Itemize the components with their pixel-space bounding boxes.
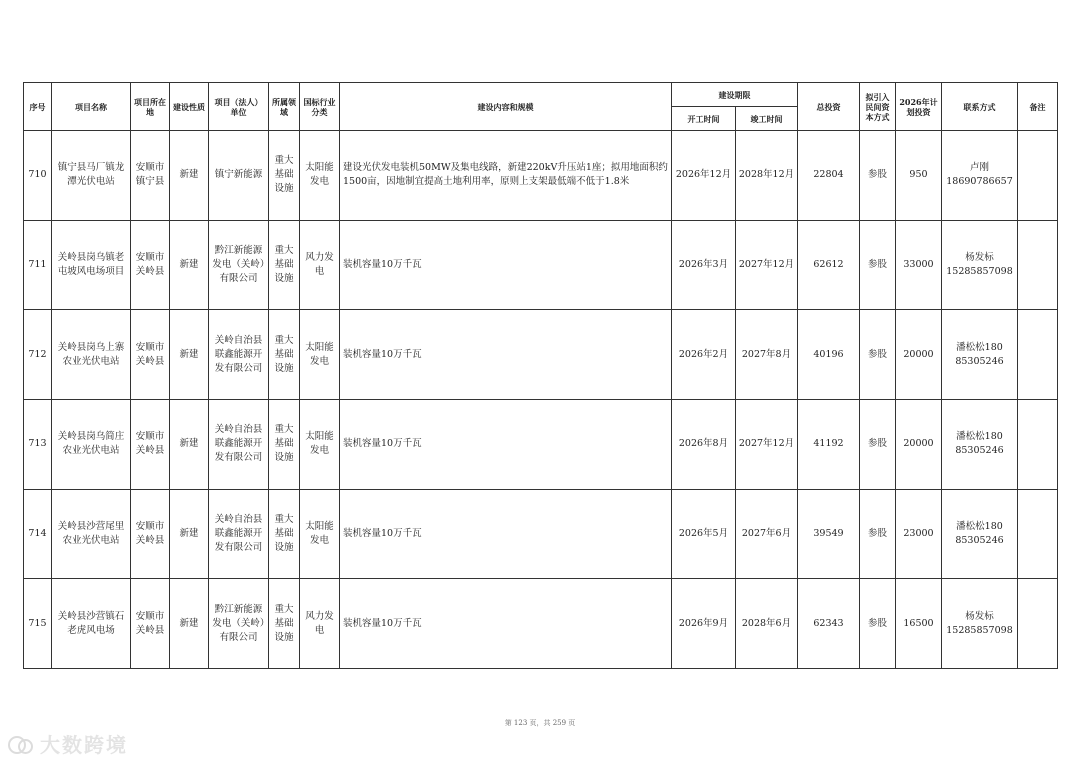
- cell-contact: 潘松松180 85305246: [942, 310, 1018, 400]
- cell-investment: 41192: [798, 399, 860, 489]
- cell-private-mode: 参股: [860, 220, 896, 310]
- cell-plan-2026: 950: [896, 131, 942, 221]
- header-investment: 总投资: [798, 83, 860, 131]
- cell-end: 2027年8月: [736, 310, 798, 400]
- header-private-mode: 拟引入民间资本方式: [860, 83, 896, 131]
- table-row: [24, 489, 1058, 579]
- header-content: 建设内容和规模: [340, 83, 672, 131]
- cell-contact: 潘松松180 85305246: [942, 399, 1018, 489]
- cell-end: 2028年6月: [736, 579, 798, 669]
- header-unit: 项目（法人）单位: [209, 83, 269, 131]
- watermark-text: 大数跨境: [40, 733, 128, 757]
- cell-private-mode: 参股: [860, 310, 896, 400]
- cell-unit: 关岭自治县联鑫能源开发有限公司: [209, 399, 269, 489]
- cell-seq: 715: [24, 579, 52, 669]
- cell-location: 安顺市镇宁县: [131, 131, 170, 221]
- cell-contact: 杨发标 15285857098: [942, 579, 1018, 669]
- cell-investment: 22804: [798, 131, 860, 221]
- cell-seq: 711: [24, 220, 52, 310]
- cell-start: 2026年3月: [672, 220, 736, 310]
- header-end: 竣工时间: [736, 107, 798, 131]
- cell-field: 重大基础设施: [269, 310, 300, 400]
- cell-nature: 新建: [170, 579, 209, 669]
- cell-name: 关岭县沙营镇石老虎风电场: [52, 579, 131, 669]
- cell-private-mode: 参股: [860, 489, 896, 579]
- cell-location: 安顺市关岭县: [131, 489, 170, 579]
- cell-content: 建设光伏发电装机50MW及集电线路，新建220kV升压站1座；拟用地面积约1500亩，因地制宜提高土地利用率，原则上支架最低端不低于1.8米: [340, 131, 672, 221]
- cell-end: 2027年6月: [736, 489, 798, 579]
- cell-industry: 太阳能发电: [300, 399, 340, 489]
- cell-unit: 镇宁新能源: [209, 131, 269, 221]
- header-name: 项目名称: [52, 83, 131, 131]
- header-period: 建设期限: [672, 83, 798, 107]
- cell-field: 重大基础设施: [269, 489, 300, 579]
- cell-name: 关岭县沙营尾里农业光伏电站: [52, 489, 131, 579]
- project-table: [23, 82, 1058, 669]
- cell-remark: [1018, 131, 1058, 221]
- cell-start: 2026年12月: [672, 131, 736, 221]
- cell-start: 2026年9月: [672, 579, 736, 669]
- cell-remark: [1018, 489, 1058, 579]
- cell-content: 装机容量10万千瓦: [340, 489, 672, 579]
- table-row: [24, 310, 1058, 400]
- cell-remark: [1018, 220, 1058, 310]
- cell-seq: 714: [24, 489, 52, 579]
- cell-field: 重大基础设施: [269, 131, 300, 221]
- cell-industry: 太阳能发电: [300, 310, 340, 400]
- cell-content: 装机容量10万千瓦: [340, 399, 672, 489]
- cell-nature: 新建: [170, 220, 209, 310]
- cell-start: 2026年5月: [672, 489, 736, 579]
- cell-plan-2026: 16500: [896, 579, 942, 669]
- cell-plan-2026: 23000: [896, 489, 942, 579]
- cell-nature: 新建: [170, 131, 209, 221]
- cell-field: 重大基础设施: [269, 579, 300, 669]
- cell-unit: 关岭自治县联鑫能源开发有限公司: [209, 310, 269, 400]
- cell-nature: 新建: [170, 489, 209, 579]
- cell-plan-2026: 33000: [896, 220, 942, 310]
- cell-industry: 太阳能发电: [300, 131, 340, 221]
- cell-location: 安顺市关岭县: [131, 579, 170, 669]
- cell-start: 2026年2月: [672, 310, 736, 400]
- table-row: [24, 399, 1058, 489]
- cell-industry: 太阳能发电: [300, 489, 340, 579]
- cell-nature: 新建: [170, 310, 209, 400]
- header-plan-2026: 2026年计划投资: [896, 83, 942, 131]
- header-seq: 序号: [24, 83, 52, 131]
- cell-end: 2027年12月: [736, 399, 798, 489]
- cell-plan-2026: 20000: [896, 399, 942, 489]
- header-contact: 联系方式: [942, 83, 1018, 131]
- cell-contact: 潘松松180 85305246: [942, 489, 1018, 579]
- cell-industry: 风力发电: [300, 220, 340, 310]
- cell-content: 装机容量10万千瓦: [340, 310, 672, 400]
- cell-investment: 40196: [798, 310, 860, 400]
- cell-remark: [1018, 399, 1058, 489]
- header-row: [24, 83, 1058, 107]
- cell-contact: 卢刚 18690786657: [942, 131, 1018, 221]
- cell-name: 关岭县岗乌镇老屯坡风电场项目: [52, 220, 131, 310]
- table-row: [24, 579, 1058, 669]
- cell-content: 装机容量10万千瓦: [340, 220, 672, 310]
- watermark-logo-icon: [8, 735, 34, 753]
- cell-remark: [1018, 579, 1058, 669]
- cell-end: 2027年12月: [736, 220, 798, 310]
- cell-location: 安顺市关岭县: [131, 310, 170, 400]
- cell-nature: 新建: [170, 399, 209, 489]
- cell-investment: 62612: [798, 220, 860, 310]
- cell-private-mode: 参股: [860, 131, 896, 221]
- cell-name: 镇宁县马厂镇龙潭光伏电站: [52, 131, 131, 221]
- cell-unit: 黔江新能源发电（关岭）有限公司: [209, 579, 269, 669]
- cell-seq: 712: [24, 310, 52, 400]
- cell-plan-2026: 20000: [896, 310, 942, 400]
- cell-location: 安顺市关岭县: [131, 220, 170, 310]
- cell-end: 2028年12月: [736, 131, 798, 221]
- cell-seq: 710: [24, 131, 52, 221]
- header-start: 开工时间: [672, 107, 736, 131]
- table-row: [24, 220, 1058, 310]
- header-nature: 建设性质: [170, 83, 209, 131]
- page-footer: 第 123 页，共 259 页: [504, 719, 576, 727]
- cell-unit: 关岭自治县联鑫能源开发有限公司: [209, 489, 269, 579]
- cell-seq: 713: [24, 399, 52, 489]
- cell-private-mode: 参股: [860, 579, 896, 669]
- watermark: [8, 729, 128, 758]
- cell-investment: 39549: [798, 489, 860, 579]
- cell-remark: [1018, 310, 1058, 400]
- cell-unit: 黔江新能源发电（关岭）有限公司: [209, 220, 269, 310]
- table-row: [24, 131, 1058, 221]
- cell-start: 2026年8月: [672, 399, 736, 489]
- cell-location: 安顺市关岭县: [131, 399, 170, 489]
- header-remark: 备注: [1018, 83, 1058, 131]
- cell-name: 关岭县岗乌简庄农业光伏电站: [52, 399, 131, 489]
- cell-contact: 杨发标 15285857098: [942, 220, 1018, 310]
- header-industry: 国标行业分类: [300, 83, 340, 131]
- cell-field: 重大基础设施: [269, 220, 300, 310]
- cell-name: 关岭县岗乌上寨农业光伏电站: [52, 310, 131, 400]
- cell-industry: 风力发电: [300, 579, 340, 669]
- header-location: 项目所在地: [131, 83, 170, 131]
- cell-investment: 62343: [798, 579, 860, 669]
- cell-field: 重大基础设施: [269, 399, 300, 489]
- cell-private-mode: 参股: [860, 399, 896, 489]
- header-field: 所属领域: [269, 83, 300, 131]
- cell-content: 装机容量10万千瓦: [340, 579, 672, 669]
